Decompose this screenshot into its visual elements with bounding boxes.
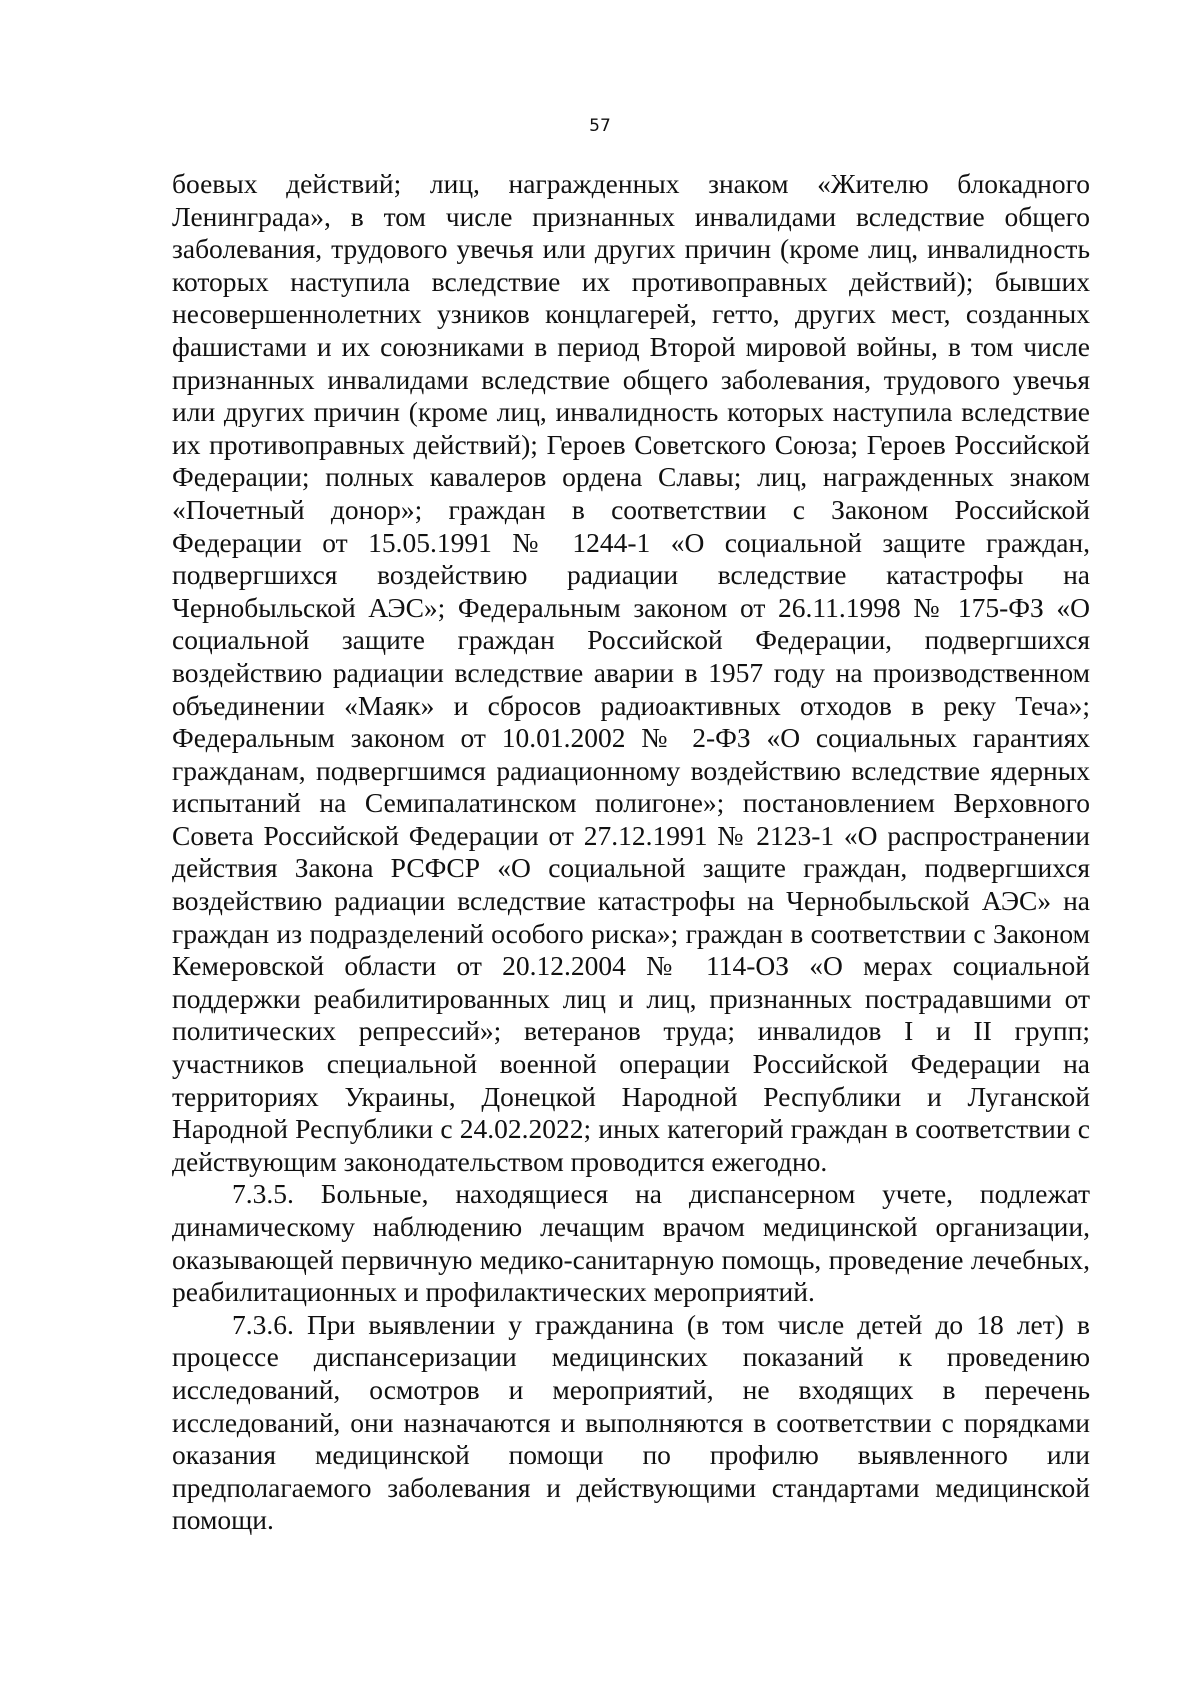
paragraph-continuation: боевых действий; лиц, награжденных знаком «Жителю блокадного Ленинграда», в том числе признанных инвалидами вследствие общего заболевания, трудового увечья или других причин (кроме лиц, инвалидность которых наступила вследствие их противоправных действий); бывших несовершеннолетних узников концлагерей, гетто, других мест, созданных фашистами и их союзниками в период Второй мировой войны, в том числе признанных инвалидами вследствие общего заболевания, трудового увечья или других причин (кроме лиц, инвалидность которых наступила вследствие их противоправных действий); Героев Советского Союза; Героев Российской Федерации; полных кавалеров ордена Славы; лиц, награжденных знаком «Почетный донор»; граждан в соответствии с Законом Российской Федерации от 15.05.1991 № 1244-1 «О социальной защите граждан, подвергшихся воздействию радиации вследствие катастрофы на Чернобыльской АЭС»; Федеральным законом от 26.11.1998 № 175-ФЗ «О социальной защите граждан Российской Федерации, подвергшихся воздействию радиации вследствие аварии в 1957 году на производственном объединении «Маяк» и сбросов радиоактивных отходов в реку Теча»; Федеральным законом от 10.01.2002 № 2-ФЗ «О социальных гарантиях гражданам, подвергшимся радиационному воздействию вследствие ядерных испытаний на Семипалатинском полигоне»; постановлением Верховного Совета Российской Федерации от 27.12.1991 № 2123-1 «О распространении действия Закона РСФСР «О социальной защите граждан, подвергшихся воздействию радиации вследствие катастрофы на Чернобыльской АЭС» на граждан из подразделений особого риска»; граждан в соответствии с Законом Кемеровской области от 20.12.2004 № 114-ОЗ «О мерах социальной поддержки реабилитированных лиц и лиц, признанных пострадавшими от политических репрессий»; ветеранов труда; инвалидов I и II групп; участников специальной военной операции Российской Федерации на территориях Украины, Донецкой Народной Республики и Луганской Народной Республики с 24.02.2022; иных категорий граждан в соответствии с действующим законодательством проводится ежегодно. [172,168,1090,1177]
paragraph-7-3-6: 7.3.6. При выявлении у гражданина (в том числе детей до 18 лет) в процессе диспансеризации медицинских показаний к проведению исследований, осмотров и мероприятий, не входящих в перечень исследований, они назначаются и выполняются в соответствии с порядками оказания медицинской помощи по профилю выявленного или предполагаемого заболевания и действующими стандартами медицинской помощи. [172,1308,1090,1536]
page-number: 57 [589,116,611,136]
paragraph-7-3-5: 7.3.5. Больные, находящиеся на диспансерном учете, подлежат динамическому наблюдению лечащим врачом медицинской организации, оказывающей первичную медико-санитарную помощь, проведение лечебных, реабилитационных и профилактических мероприятий. [172,1178,1090,1308]
document-body [172,168,1090,1537]
